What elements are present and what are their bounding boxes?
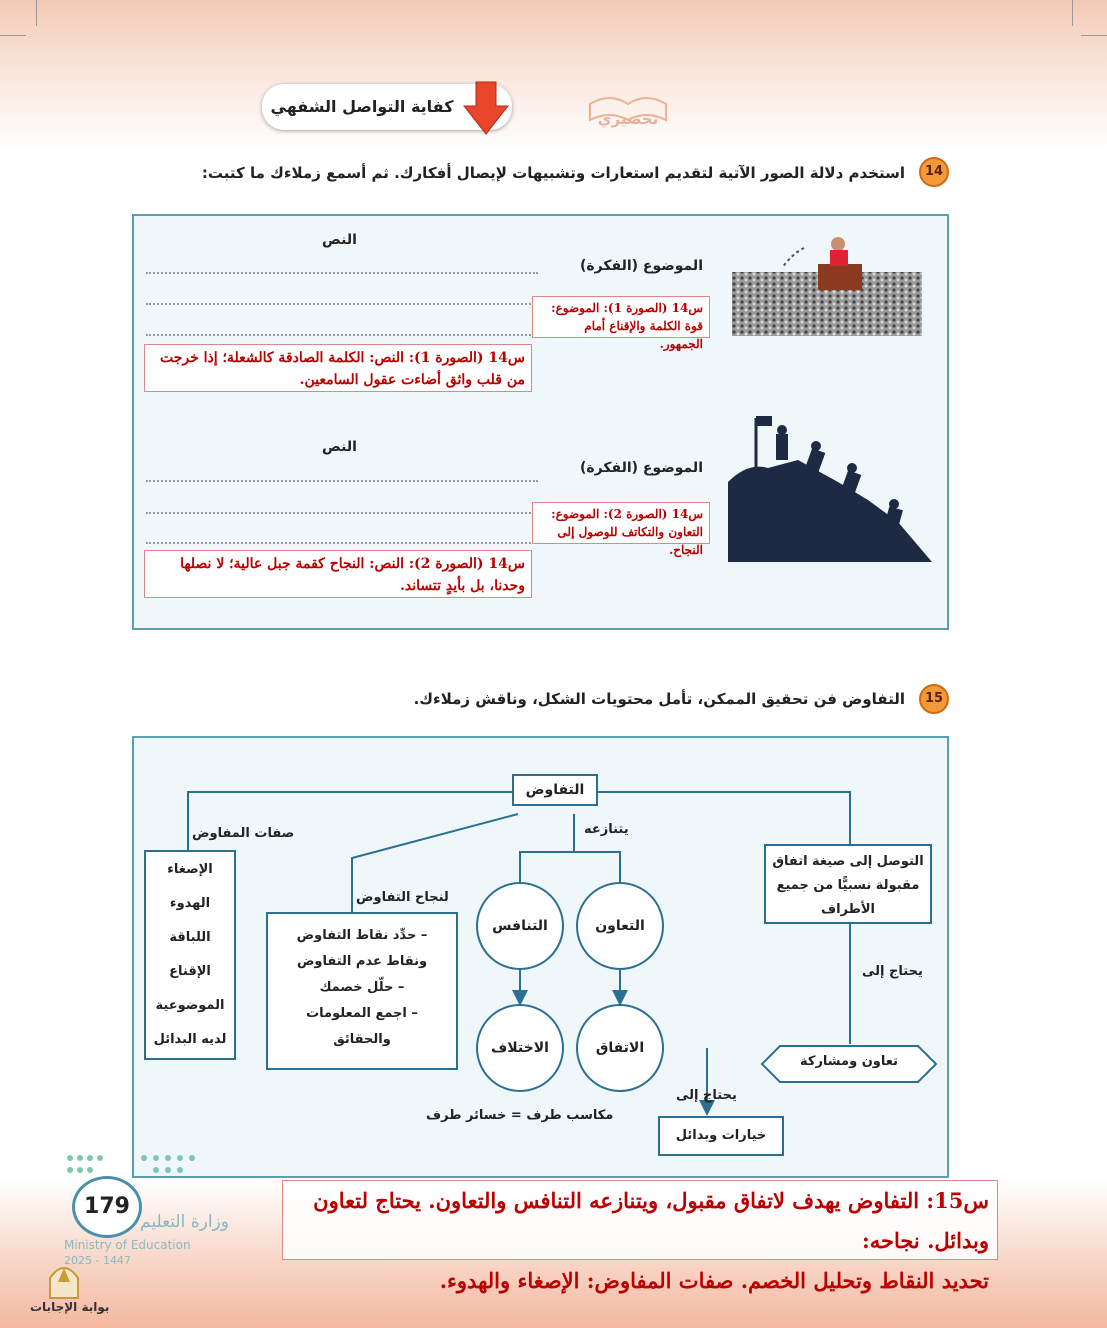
trait-item: الموضوعية (155, 998, 225, 1013)
diagram-gain-loss-label: مكاسب طرف = خسائر طرف (426, 1108, 614, 1123)
diagram-needs-label-2: يحتاج إلى (676, 1088, 737, 1103)
page-title: كفاية التواصل الشفهي (270, 97, 454, 116)
q14-image1-topic-answer: س14 (الصورة 1): الموضوع: قوة الكلمة والإقناع أمام الجمهور. (532, 296, 710, 338)
q15-instruction: التفاوض فن تحقيق الممكن، تأمل محتويات الشكل، وناقش زملاءك. (413, 690, 905, 708)
answer-line (146, 480, 538, 482)
diagram-collaboration-label: تعاون ومشاركة (800, 1054, 898, 1069)
question-number-badge: 14 (919, 157, 949, 187)
site-logo-icon (44, 1256, 84, 1300)
trait-item: اللباقة (169, 930, 211, 945)
answer-line (146, 542, 538, 544)
trait-item: الهدوء (169, 896, 211, 911)
diagram-goal-text: التوصل إلى صيغة اتفاق مقبولة نسبيًّا من جميع الأطراف (772, 854, 924, 917)
success-item: – حدِّد نقاط التفاوض (296, 928, 428, 943)
logo-text: تحضيري (597, 110, 659, 128)
q14-image1-text-answer: س14 (الصورة 1): النص: الكلمة الصادقة كالشعلة؛ إذا خرجت من قلب واثق أضاءت عقول السامعين. (144, 344, 532, 392)
diagram-traits-label: صفات المفاوض (192, 826, 295, 841)
topic-label: الموضوع (الفكرة) (579, 460, 703, 476)
trait-item: لديه البدائل (153, 1032, 227, 1047)
success-item: والحقائق (333, 1032, 391, 1047)
question-number-badge: 15 (919, 684, 949, 714)
diagram-root-label: التفاوض (525, 782, 585, 798)
trait-item: الإصغاء (167, 862, 213, 877)
answer-line (146, 303, 538, 305)
diagram-node-disagreement: الاختلاف (476, 1004, 564, 1092)
q14-instruction: استخدم دلالة الصور الآتية لتقديم استعارات وتشبيهات لإيصال أفكارك. ثم أسمع زملاءك ما كتبت: (201, 164, 905, 182)
diagram-options-label: خيارات وبدائل (675, 1128, 767, 1143)
diagram-node-agreement: الاتفاق (576, 1004, 664, 1092)
down-arrow-icon (462, 80, 510, 136)
diagram-traits-box (144, 850, 236, 1060)
answer-line (146, 334, 538, 336)
q15-final-answer (282, 1180, 998, 1293)
climbers-image (728, 412, 932, 564)
final-answer-line-2: تحديد النقاط وتحليل الخصم. صفات المفاوض: الإصغاء والهدوء. (439, 1268, 989, 1293)
topic-label: الموضوع (الفكرة) (579, 258, 703, 274)
text-label: النص (322, 232, 357, 248)
diagram-needs-label: يحتاج إلى (862, 964, 923, 979)
crop-mark (0, 35, 26, 36)
success-item: ونقاط عدم التفاوض (296, 954, 428, 969)
ministry-name-ar: وزارة التعليم (140, 1212, 229, 1232)
diagram-node-competition: التنافس (476, 882, 564, 970)
crop-mark (1081, 35, 1107, 36)
trait-item: الإقناع (169, 964, 211, 979)
answer-line (146, 272, 538, 274)
success-item: – اجمع المعلومات (306, 1006, 418, 1021)
final-answer-line-1: س15: التفاوض يهدف لاتفاق مقبول، ويتنازعه التنافس والتعاون. يحتاج لتعاون وبدائل. نجاحه: (313, 1188, 989, 1253)
diagram-contested-by-label: يتنازعه (584, 822, 629, 837)
text-label: النص (322, 439, 357, 455)
page-number: 179 (72, 1176, 142, 1238)
site-name: بوابة الإجابات (30, 1300, 110, 1314)
crop-mark (36, 0, 37, 26)
q14-image2-topic-answer: س14 (الصورة 2): الموضوع: التعاون والتكاتف للوصول إلى النجاح. (532, 502, 710, 544)
answer-line (146, 512, 538, 514)
page-top-band (0, 0, 1107, 150)
edition-year: 2025 - 1447 (64, 1254, 131, 1267)
diagram-node-cooperation: التعاون (576, 882, 664, 970)
diagram-success-label: لنجاح التفاوض (356, 890, 449, 905)
q14-image2-text-answer: س14 (الصورة 2): النص: النجاح كقمة جبل عالية؛ لا نصلها وحدنا، بل بأيدٍ تتساند. (144, 550, 532, 598)
success-item: – حلّل خصمك (319, 980, 405, 995)
crop-mark (1072, 0, 1073, 26)
ministry-name-en: Ministry of Education (64, 1238, 191, 1252)
crowd-speaker-image (732, 228, 922, 336)
